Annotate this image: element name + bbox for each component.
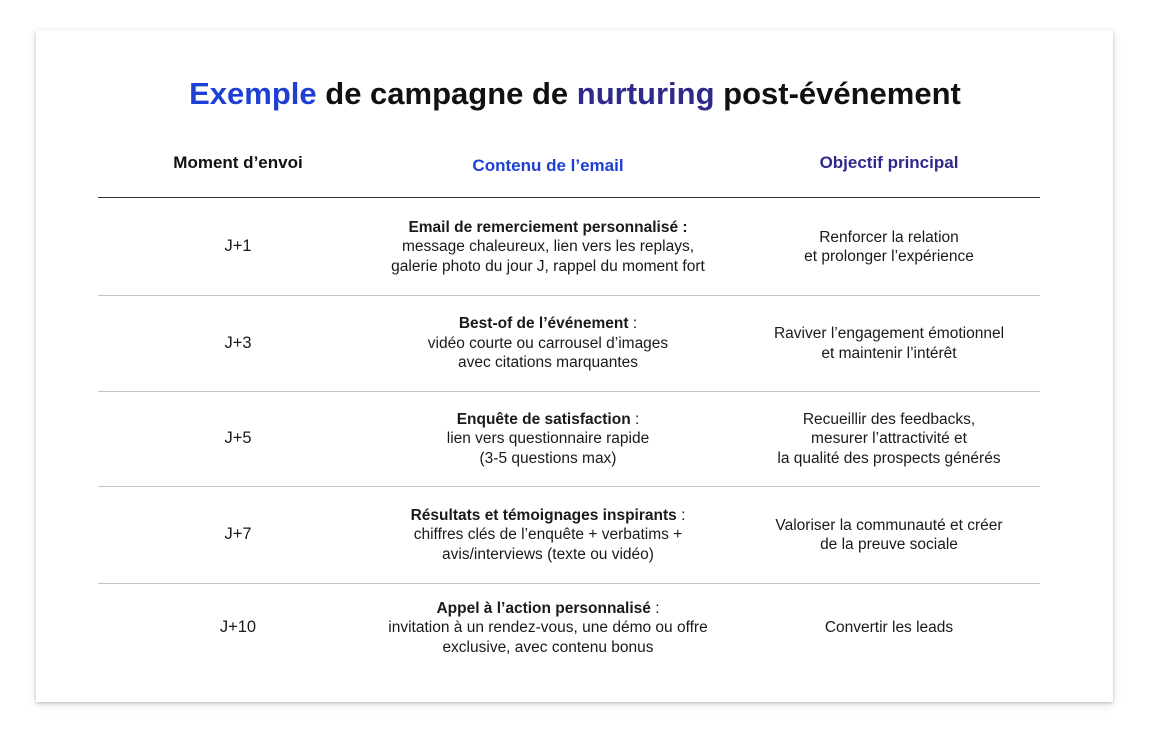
objective-line: et maintenir l’intérêt bbox=[821, 344, 957, 362]
content-line: exclusive, avec contenu bonus bbox=[442, 638, 654, 656]
header-divider bbox=[98, 197, 1040, 198]
content-title-suffix: : bbox=[630, 410, 640, 428]
content-title-text: Best-of de l’événement bbox=[458, 315, 629, 333]
objective-line: Convertir les leads bbox=[824, 619, 954, 637]
content-cell bbox=[360, 487, 736, 583]
content-line: galerie photo du jour J, rappel du moment fort bbox=[391, 257, 705, 275]
moment-value: J+10 bbox=[219, 618, 257, 637]
moment-value: J+3 bbox=[224, 333, 252, 352]
moment-cell bbox=[98, 199, 378, 295]
column-header-contenu: Contenu de l’email bbox=[472, 156, 624, 175]
row-divider bbox=[98, 583, 1040, 584]
objective-line: la qualité des prospects générés bbox=[777, 449, 1001, 467]
content-line: chiffres clés de l’enquête + verbatims + bbox=[413, 526, 683, 544]
content-line: lien vers questionnaire rapide bbox=[446, 430, 650, 448]
row-divider bbox=[98, 391, 1040, 392]
column-header-objectif: Objectif principal bbox=[819, 153, 959, 172]
content-title-suffix: : bbox=[650, 599, 660, 617]
content-title bbox=[411, 506, 686, 526]
content-title-text: Résultats et témoignages inspirants bbox=[410, 506, 677, 524]
content-title bbox=[408, 218, 687, 238]
column-header-moment: Moment d’envoi bbox=[173, 153, 303, 172]
title-highlight-exemple: Exemple bbox=[189, 76, 317, 111]
content-line: vidéo courte ou carrousel d’images bbox=[427, 334, 669, 352]
content-title-text: Email de remerciement personnalisé : bbox=[408, 218, 688, 236]
objective-line: Raviver l’engagement émotionnel bbox=[773, 325, 1005, 342]
page-title bbox=[0, 75, 1150, 113]
content-title-suffix: : bbox=[676, 506, 686, 524]
content-line: invitation à un rendez-vous, une démo ou offre bbox=[388, 619, 708, 637]
moment-cell bbox=[98, 584, 378, 672]
objective-line: Recueillir des feedbacks, bbox=[802, 410, 976, 428]
title-highlight-nurturing: nurturing bbox=[576, 76, 715, 111]
content-line: message chaleureux, lien vers les replays, bbox=[401, 238, 695, 256]
row-divider bbox=[98, 486, 1040, 487]
title-text: de campagne de bbox=[316, 76, 577, 111]
content-title-text: Appel à l’action personnalisé bbox=[436, 599, 651, 617]
content-cell bbox=[360, 392, 736, 486]
objective-line: et prolonger l’expérience bbox=[804, 248, 974, 265]
moment-cell bbox=[98, 296, 378, 391]
content-title-suffix: : bbox=[628, 315, 638, 333]
content-title bbox=[459, 314, 637, 334]
objective-cell bbox=[739, 487, 1039, 583]
moment-value: J+1 bbox=[224, 237, 252, 256]
title-text-end: post-événement bbox=[714, 76, 961, 111]
content-title bbox=[436, 599, 659, 619]
objective-line: mesurer l’attractivité et bbox=[811, 430, 967, 448]
content-cell bbox=[360, 584, 736, 672]
moment-value: J+7 bbox=[224, 525, 252, 544]
moment-value: J+5 bbox=[224, 429, 252, 448]
objective-cell bbox=[739, 584, 1039, 672]
objective-cell bbox=[739, 392, 1039, 486]
objective-cell bbox=[739, 296, 1039, 391]
content-line: avis/interviews (texte ou vidéo) bbox=[442, 545, 654, 563]
objective-line: de la preuve sociale bbox=[820, 536, 958, 553]
objective-cell bbox=[739, 199, 1039, 295]
moment-cell bbox=[98, 487, 378, 583]
content-line: avec citations marquantes bbox=[457, 354, 639, 372]
objective-line: Renforcer la relation bbox=[819, 228, 959, 246]
moment-cell bbox=[98, 392, 378, 486]
content-line: (3-5 questions max) bbox=[479, 449, 617, 467]
content-cell bbox=[360, 296, 736, 391]
row-divider bbox=[98, 295, 1040, 296]
content-title-text: Enquête de satisfaction bbox=[456, 410, 631, 428]
content-title bbox=[457, 410, 640, 430]
objective-line: Valoriser la communauté et créer bbox=[775, 516, 1003, 534]
content-cell bbox=[360, 199, 736, 295]
